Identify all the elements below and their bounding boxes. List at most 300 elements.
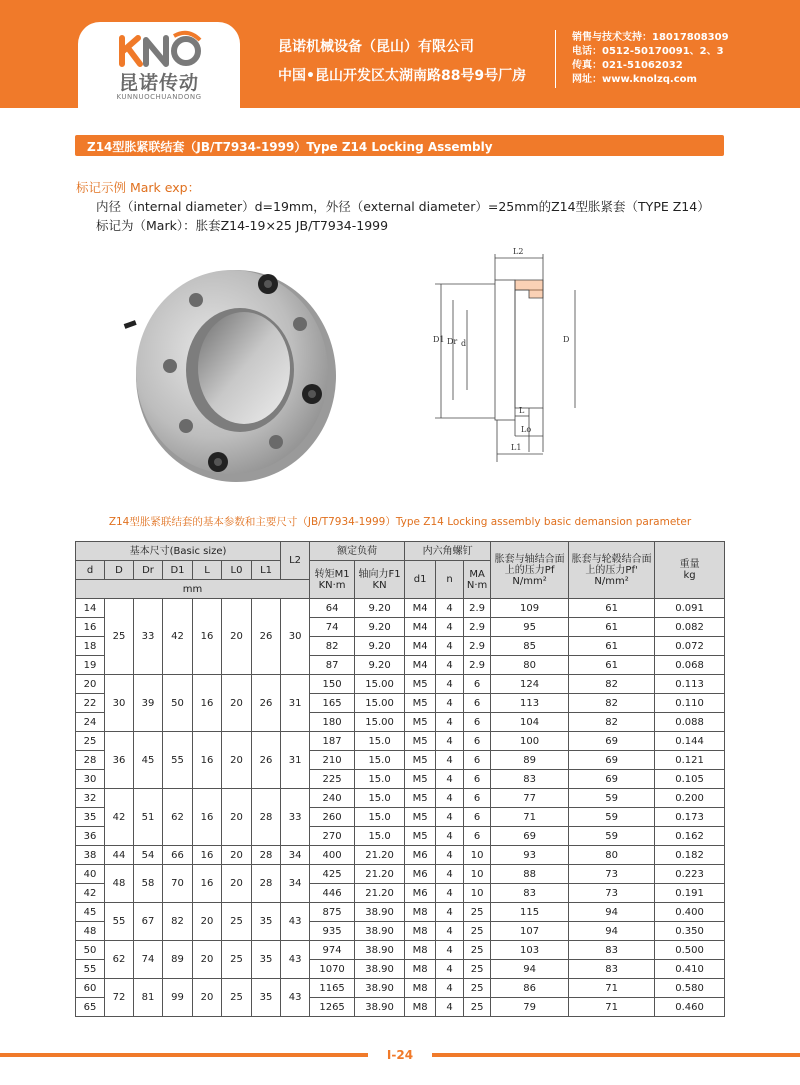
cell-f1: 38.90: [355, 941, 405, 960]
cell-f1: 38.90: [355, 998, 405, 1017]
cell-d: 30: [76, 770, 105, 789]
table-row: [76, 846, 725, 865]
cell-pf: 100: [491, 732, 569, 751]
cell-m1: 225: [310, 770, 355, 789]
cell-n: 4: [436, 789, 464, 808]
logo: [78, 22, 240, 108]
cell-f1: 9.20: [355, 656, 405, 675]
cell-pf: 80: [491, 656, 569, 675]
cell-pf: 103: [491, 941, 569, 960]
company-name: 昆诺机械设备（昆山）有限公司: [278, 39, 474, 55]
cell-d: 55: [105, 903, 134, 941]
cell-d: 48: [76, 922, 105, 941]
cell-pf: 83: [491, 770, 569, 789]
cell-dr: 51: [134, 789, 163, 846]
cell-pf2: 61: [569, 637, 655, 656]
cell-m1: 400: [310, 846, 355, 865]
cell-m1: 260: [310, 808, 355, 827]
cell-ma: 10: [464, 846, 491, 865]
cell-m1: 74: [310, 618, 355, 637]
cell-d: 16: [76, 618, 105, 637]
cell-m1: 64: [310, 599, 355, 618]
cell-weight: 0.182: [655, 846, 725, 865]
header-weight: 重量 kg: [655, 542, 725, 599]
cell-screw-d1: M5: [405, 675, 436, 694]
cell-d: 28: [76, 751, 105, 770]
cell-l2: 34: [281, 846, 310, 865]
drawing-label-l: L: [519, 406, 525, 415]
drawing-label-l1: L1: [511, 443, 522, 452]
drawing-label-outer-d: D: [563, 335, 570, 344]
table-row: [76, 941, 725, 960]
cell-pf: 77: [491, 789, 569, 808]
section-title: Z14型胀紧联结套（JB/T7934-1999）Type Z14 Locking Assembly: [87, 140, 493, 154]
cell-m1: 935: [310, 922, 355, 941]
cell-screw-d1: M6: [405, 884, 436, 903]
cell-weight: 0.088: [655, 713, 725, 732]
cell-n: 4: [436, 675, 464, 694]
cell-screw-d1: M4: [405, 599, 436, 618]
footer-line-right: [432, 1053, 800, 1057]
cell-n: 4: [436, 732, 464, 751]
cell-d: 36: [76, 827, 105, 846]
cell-d: 35: [76, 808, 105, 827]
table-row: [76, 675, 725, 694]
cell-pf2: 69: [569, 770, 655, 789]
header-screw-d1: d1: [405, 561, 436, 599]
cell-d: 50: [76, 941, 105, 960]
cell-f1: 15.00: [355, 694, 405, 713]
cell-weight: 0.580: [655, 979, 725, 998]
cell-f1: 9.20: [355, 637, 405, 656]
cell-screw-d1: M8: [405, 922, 436, 941]
cell-d: 40: [76, 865, 105, 884]
cell-ma: 2.9: [464, 637, 491, 656]
cell-ma: 25: [464, 960, 491, 979]
cell-l2: 30: [281, 599, 310, 675]
header-l: L: [193, 561, 222, 580]
cell-m1: 1165: [310, 979, 355, 998]
cell-pf2: 61: [569, 599, 655, 618]
header-rated-load: 额定负荷: [310, 542, 405, 561]
cell-screw-d1: M5: [405, 827, 436, 846]
cell-l2: 31: [281, 675, 310, 732]
cell-dr: 45: [134, 732, 163, 789]
header-unit-mm: mm: [76, 580, 310, 599]
cell-d: 36: [105, 732, 134, 789]
cell-f1: 15.0: [355, 751, 405, 770]
header-dr: Dr: [134, 561, 163, 580]
cell-n: 4: [436, 865, 464, 884]
cell-ma: 6: [464, 732, 491, 751]
cell-l1: 26: [252, 599, 281, 675]
mark-example-line-1: 内径（internal diameter）d=19mm，外径（external diameter）=25mm的Z14型胀紧套（TYPE Z14）: [96, 199, 710, 214]
cell-l0: 20: [222, 675, 252, 732]
drawing-label-dr: Dr: [447, 337, 458, 346]
header-d1: D1: [163, 561, 193, 580]
cell-screw-d1: M6: [405, 846, 436, 865]
cell-l1: 35: [252, 941, 281, 979]
table-caption: Z14型胀紧联结套的基本参数和主要尺寸（JB/T7934-1999）Type Z14 Locking assembly basic demansion parameter: [108, 516, 692, 528]
cell-pf2: 82: [569, 675, 655, 694]
cell-m1: 270: [310, 827, 355, 846]
cell-screw-d1: M5: [405, 770, 436, 789]
cell-l2: 31: [281, 732, 310, 789]
cell-d: 45: [76, 903, 105, 922]
cell-ma: 25: [464, 922, 491, 941]
cell-pf2: 82: [569, 713, 655, 732]
cell-ma: 6: [464, 789, 491, 808]
cell-pf: 86: [491, 979, 569, 998]
cell-d: 18: [76, 637, 105, 656]
table-row: [76, 599, 725, 618]
cell-l: 16: [193, 675, 222, 732]
cell-f1: 38.90: [355, 922, 405, 941]
cell-pf: 71: [491, 808, 569, 827]
cell-l0: 20: [222, 865, 252, 903]
cell-pf2: 83: [569, 941, 655, 960]
cell-f1: 15.0: [355, 732, 405, 751]
cell-pf: 109: [491, 599, 569, 618]
cell-ma: 6: [464, 827, 491, 846]
cell-d: 55: [76, 960, 105, 979]
cell-l1: 35: [252, 903, 281, 941]
spec-table-body: [76, 599, 725, 1017]
cell-l2: 43: [281, 903, 310, 941]
cell-pf: 94: [491, 960, 569, 979]
header-pf: 胀套与轴结合面上的压力Pf N/mm²: [491, 542, 569, 599]
cell-ma: 6: [464, 713, 491, 732]
drawing-label-lo: Lo: [521, 425, 532, 434]
cell-ma: 2.9: [464, 618, 491, 637]
cell-d: 62: [105, 941, 134, 979]
cell-ma: 25: [464, 903, 491, 922]
table-row: [76, 732, 725, 751]
header-m1: 转矩M1 KN·m: [310, 561, 355, 599]
cell-l1: 26: [252, 732, 281, 789]
cell-d1: 55: [163, 732, 193, 789]
cell-ma: 10: [464, 865, 491, 884]
cell-ma: 6: [464, 770, 491, 789]
drawing-label-d1: D1: [433, 335, 445, 344]
cell-l: 20: [193, 941, 222, 979]
cell-d1: 89: [163, 941, 193, 979]
cell-f1: 15.0: [355, 827, 405, 846]
cell-d: 32: [76, 789, 105, 808]
cell-d1: 62: [163, 789, 193, 846]
header-divider: [555, 30, 556, 88]
cell-pf2: 83: [569, 960, 655, 979]
cell-n: 4: [436, 827, 464, 846]
cell-d: 72: [105, 979, 134, 1017]
header-n: n: [436, 561, 464, 599]
cell-pf2: 80: [569, 846, 655, 865]
cell-weight: 0.121: [655, 751, 725, 770]
logo-english-name: KUNNUOCHUANDONG: [116, 93, 202, 101]
cell-ma: 6: [464, 751, 491, 770]
cell-f1: 21.20: [355, 865, 405, 884]
cell-l0: 20: [222, 599, 252, 675]
cell-ma: 2.9: [464, 656, 491, 675]
cell-n: 4: [436, 998, 464, 1017]
cell-n: 4: [436, 656, 464, 675]
cell-l1: 35: [252, 979, 281, 1017]
cell-d: 20: [76, 675, 105, 694]
header-l1: L1: [252, 561, 281, 580]
cell-screw-d1: M8: [405, 979, 436, 998]
cell-weight: 0.162: [655, 827, 725, 846]
cell-n: 4: [436, 808, 464, 827]
cell-f1: 21.20: [355, 884, 405, 903]
cell-d: 25: [105, 599, 134, 675]
cell-pf: 115: [491, 903, 569, 922]
cell-l1: 28: [252, 846, 281, 865]
contact-website: 网址：www.knolzq.com: [572, 74, 697, 85]
cell-screw-d1: M5: [405, 713, 436, 732]
technical-drawing: [425, 240, 600, 465]
cell-m1: 82: [310, 637, 355, 656]
cell-d: 22: [76, 694, 105, 713]
cell-l2: 33: [281, 789, 310, 846]
cell-l: 16: [193, 732, 222, 789]
cell-d: 14: [76, 599, 105, 618]
cell-d: 30: [105, 675, 134, 732]
page-header: [0, 0, 800, 108]
cell-weight: 0.105: [655, 770, 725, 789]
header-hex-screw: 内六角螺钉: [405, 542, 491, 561]
cell-d: 65: [76, 998, 105, 1017]
cell-n: 4: [436, 884, 464, 903]
cell-m1: 1070: [310, 960, 355, 979]
cell-ma: 6: [464, 694, 491, 713]
header-basic-size: 基本尺寸(Basic size): [76, 542, 281, 561]
cell-pf2: 59: [569, 808, 655, 827]
cell-pf: 69: [491, 827, 569, 846]
cell-screw-d1: M8: [405, 998, 436, 1017]
cell-l1: 28: [252, 865, 281, 903]
cell-n: 4: [436, 960, 464, 979]
cell-pf2: 71: [569, 979, 655, 998]
cell-weight: 0.113: [655, 675, 725, 694]
cell-screw-d1: M4: [405, 618, 436, 637]
cell-weight: 0.068: [655, 656, 725, 675]
cell-weight: 0.223: [655, 865, 725, 884]
cell-f1: 38.90: [355, 979, 405, 998]
kno-logo-icon: [116, 30, 202, 68]
company-address: 中国•昆山开发区太湖南路88号9号厂房: [278, 68, 527, 84]
drawing-label-d: d: [461, 339, 467, 348]
cell-screw-d1: M6: [405, 865, 436, 884]
cell-screw-d1: M4: [405, 637, 436, 656]
cell-pf2: 69: [569, 751, 655, 770]
cell-l2: 43: [281, 979, 310, 1017]
cell-m1: 240: [310, 789, 355, 808]
cell-n: 4: [436, 751, 464, 770]
cell-d1: 70: [163, 865, 193, 903]
cell-d1: 42: [163, 599, 193, 675]
cell-weight: 0.500: [655, 941, 725, 960]
cell-f1: 15.0: [355, 770, 405, 789]
cell-weight: 0.400: [655, 903, 725, 922]
cell-f1: 15.00: [355, 713, 405, 732]
cell-n: 4: [436, 618, 464, 637]
cell-n: 4: [436, 846, 464, 865]
cell-screw-d1: M8: [405, 960, 436, 979]
cell-d: 42: [105, 789, 134, 846]
cell-pf2: 73: [569, 865, 655, 884]
header-l0: L0: [222, 561, 252, 580]
header-d: d: [76, 561, 105, 580]
cell-n: 4: [436, 941, 464, 960]
cell-f1: 38.90: [355, 960, 405, 979]
cell-weight: 0.460: [655, 998, 725, 1017]
cell-weight: 0.410: [655, 960, 725, 979]
cell-pf2: 94: [569, 922, 655, 941]
cell-ma: 6: [464, 675, 491, 694]
cell-m1: 425: [310, 865, 355, 884]
cell-l: 16: [193, 789, 222, 846]
cell-m1: 1265: [310, 998, 355, 1017]
cell-l0: 20: [222, 789, 252, 846]
cell-pf: 107: [491, 922, 569, 941]
cell-ma: 6: [464, 808, 491, 827]
cell-m1: 446: [310, 884, 355, 903]
cell-n: 4: [436, 599, 464, 618]
cell-d: 48: [105, 865, 134, 903]
cell-screw-d1: M8: [405, 903, 436, 922]
cell-pf: 85: [491, 637, 569, 656]
cell-l0: 25: [222, 903, 252, 941]
cell-l1: 26: [252, 675, 281, 732]
header-pf2: 胀套与轮毂结合面上的压力Pf' N/mm²: [569, 542, 655, 599]
cell-screw-d1: M4: [405, 656, 436, 675]
cell-dr: 58: [134, 865, 163, 903]
cell-pf: 95: [491, 618, 569, 637]
cell-n: 4: [436, 979, 464, 998]
cell-d: 24: [76, 713, 105, 732]
cell-d1: 66: [163, 846, 193, 865]
header-l2: L2: [281, 542, 310, 580]
cell-pf2: 71: [569, 998, 655, 1017]
table-row: [76, 789, 725, 808]
cell-l2: 43: [281, 941, 310, 979]
cell-screw-d1: M5: [405, 732, 436, 751]
cell-pf2: 61: [569, 656, 655, 675]
table-row: [76, 979, 725, 998]
cell-dr: 67: [134, 903, 163, 941]
cell-f1: 15.0: [355, 808, 405, 827]
cell-screw-d1: M5: [405, 694, 436, 713]
section-title-bar: [75, 135, 724, 156]
cell-m1: 87: [310, 656, 355, 675]
cell-pf: 89: [491, 751, 569, 770]
cell-n: 4: [436, 903, 464, 922]
contact-sales: 销售与技术支持：18017808309: [572, 32, 729, 43]
cell-d: 44: [105, 846, 134, 865]
cell-f1: 9.20: [355, 599, 405, 618]
locking-assembly-photo: [110, 248, 350, 498]
cell-f1: 9.20: [355, 618, 405, 637]
cell-weight: 0.072: [655, 637, 725, 656]
mark-example-heading: 标记示例 Mark exp：: [76, 180, 201, 195]
cell-d1: 50: [163, 675, 193, 732]
cell-screw-d1: M8: [405, 941, 436, 960]
mark-example-line-2: 标记为（Mark）：胀套Z14-19×25 JB/T7934-1999: [96, 218, 389, 233]
cell-weight: 0.191: [655, 884, 725, 903]
footer-line-left: [0, 1053, 368, 1057]
header-outer-d: D: [105, 561, 134, 580]
cell-dr: 74: [134, 941, 163, 979]
cell-m1: 150: [310, 675, 355, 694]
cell-d1: 99: [163, 979, 193, 1017]
cell-pf: 88: [491, 865, 569, 884]
cell-pf2: 59: [569, 789, 655, 808]
header-f1: 轴向力F1 KN: [355, 561, 405, 599]
cell-pf2: 69: [569, 732, 655, 751]
cell-dr: 39: [134, 675, 163, 732]
cell-screw-d1: M5: [405, 789, 436, 808]
cell-pf2: 73: [569, 884, 655, 903]
cell-l0: 20: [222, 846, 252, 865]
cell-weight: 0.082: [655, 618, 725, 637]
cell-weight: 0.173: [655, 808, 725, 827]
logo-chinese-name: 昆诺传动: [118, 72, 199, 94]
cell-l0: 25: [222, 941, 252, 979]
spec-table: [75, 541, 725, 1017]
header-ma: MA N·m: [464, 561, 491, 599]
cell-weight: 0.144: [655, 732, 725, 751]
cell-n: 4: [436, 770, 464, 789]
cell-l: 16: [193, 865, 222, 903]
cell-pf: 113: [491, 694, 569, 713]
cell-dr: 33: [134, 599, 163, 675]
cell-pf: 83: [491, 884, 569, 903]
cell-l0: 25: [222, 979, 252, 1017]
contact-phone: 电话：0512-50170091、2、3: [572, 46, 724, 57]
cell-n: 4: [436, 694, 464, 713]
cell-m1: 187: [310, 732, 355, 751]
cell-ma: 25: [464, 941, 491, 960]
cell-d: 25: [76, 732, 105, 751]
cell-weight: 0.200: [655, 789, 725, 808]
cell-m1: 180: [310, 713, 355, 732]
cell-l: 20: [193, 979, 222, 1017]
cell-l: 20: [193, 903, 222, 941]
cell-ma: 25: [464, 998, 491, 1017]
cell-m1: 210: [310, 751, 355, 770]
cell-d1: 82: [163, 903, 193, 941]
cell-d: 42: [76, 884, 105, 903]
cell-pf: 79: [491, 998, 569, 1017]
cell-f1: 38.90: [355, 903, 405, 922]
cell-pf2: 61: [569, 618, 655, 637]
cell-m1: 875: [310, 903, 355, 922]
table-row: [76, 903, 725, 922]
cell-weight: 0.110: [655, 694, 725, 713]
cell-pf2: 82: [569, 694, 655, 713]
cell-dr: 81: [134, 979, 163, 1017]
cell-d: 60: [76, 979, 105, 998]
cell-l: 16: [193, 599, 222, 675]
cell-ma: 10: [464, 884, 491, 903]
cell-n: 4: [436, 713, 464, 732]
table-row: [76, 865, 725, 884]
cell-n: 4: [436, 637, 464, 656]
cell-l0: 20: [222, 732, 252, 789]
cell-pf: 124: [491, 675, 569, 694]
cell-m1: 974: [310, 941, 355, 960]
cell-f1: 15.0: [355, 789, 405, 808]
